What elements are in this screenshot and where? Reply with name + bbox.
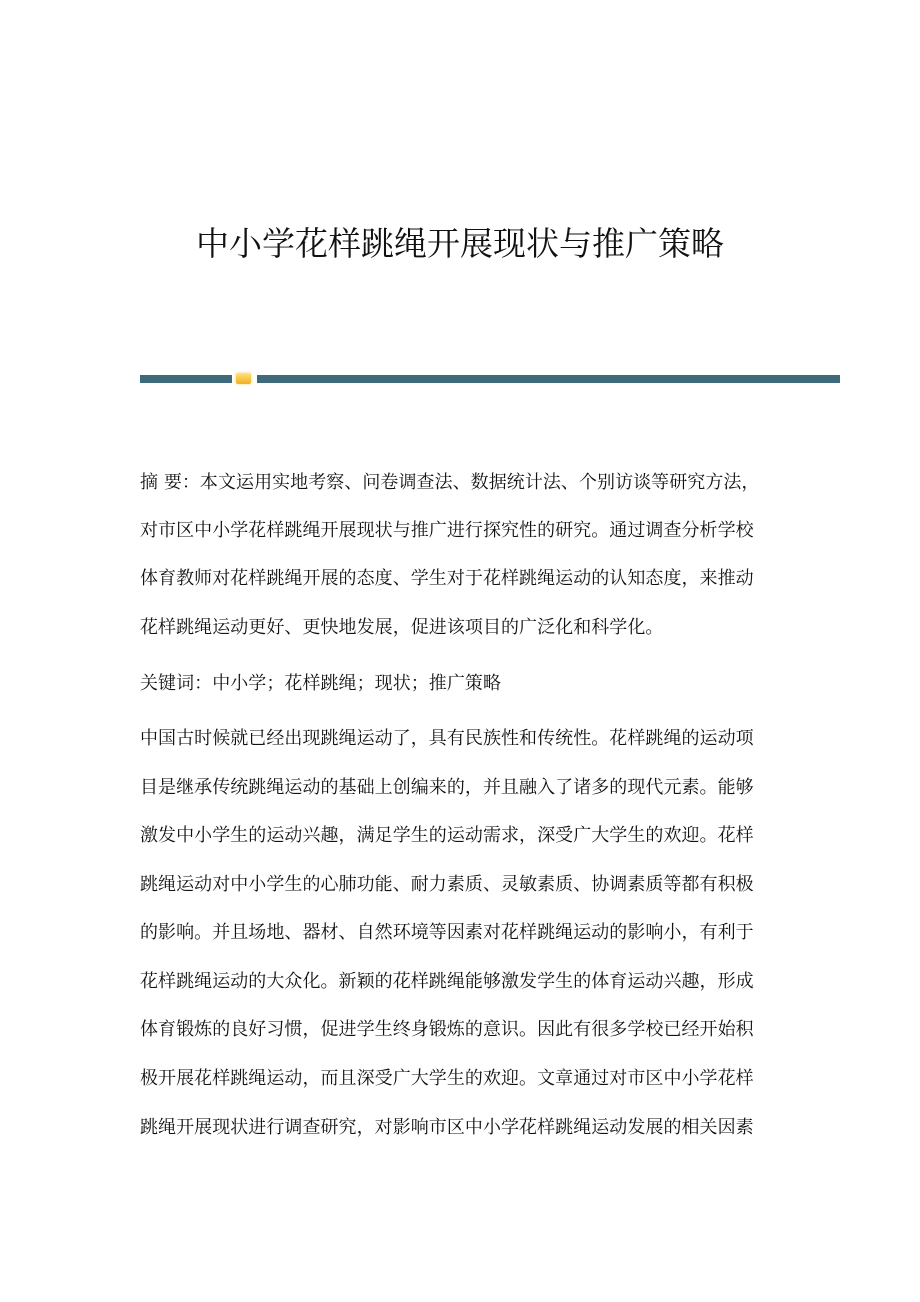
body-line: 跳绳运动对中小学生的心肺功能、耐力素质、灵敏素质、协调素质等都有积极 [140, 874, 754, 895]
body-line: 中国古时候就已经出现跳绳运动了，具有民族性和传统性。花样跳绳的运动项 [140, 728, 754, 749]
body-line: 的影响。并且场地、器材、自然环境等因素对花样跳绳运动的影响小，有利于 [140, 922, 754, 943]
body-line: 体育锻炼的良好习惯，促进学生终身锻炼的意识。因此有很多学校已经开始积 [140, 1019, 754, 1040]
divider-emblem-icon [236, 373, 251, 384]
body-line: 目是继承传统跳绳运动的基础上创编来的，并且融入了诸多的现代元素。能够 [140, 777, 754, 798]
abstract-line: 对市区中小学花样跳绳开展现状与推广进行探究性的研究。通过调查分析学校 [140, 520, 754, 541]
title-divider-right [257, 375, 840, 383]
body-line: 跳绳开展现状进行调查研究，对影响市区中小学花样跳绳运动发展的相关因素 [140, 1117, 754, 1138]
abstract-line: 摘 要：本文运用实地考察、问卷调查法、数据统计法、个别访谈等研究方法， [140, 472, 760, 493]
keywords: 关键词：中小学；花样跳绳；现状；推广策略 [140, 673, 501, 694]
body-line: 激发中小学生的运动兴趣，满足学生的运动需求，深受广大学生的欢迎。花样 [140, 825, 754, 846]
body-line: 花样跳绳运动的大众化。新颖的花样跳绳能够激发学生的体育运动兴趣，形成 [140, 971, 754, 992]
document-title: 中小学花样跳绳开展现状与推广策略 [196, 224, 724, 263]
title-divider-left [140, 375, 232, 383]
abstract-line: 体育教师对花样跳绳开展的态度、学生对于花样跳绳运动的认知态度，来推动 [140, 568, 754, 589]
body-line: 极开展花样跳绳运动，而且深受广大学生的欢迎。文章通过对市区中小学花样 [140, 1068, 754, 1089]
abstract-line: 花样跳绳运动更好、更快地发展，促进该项目的广泛化和科学化。 [140, 617, 664, 638]
